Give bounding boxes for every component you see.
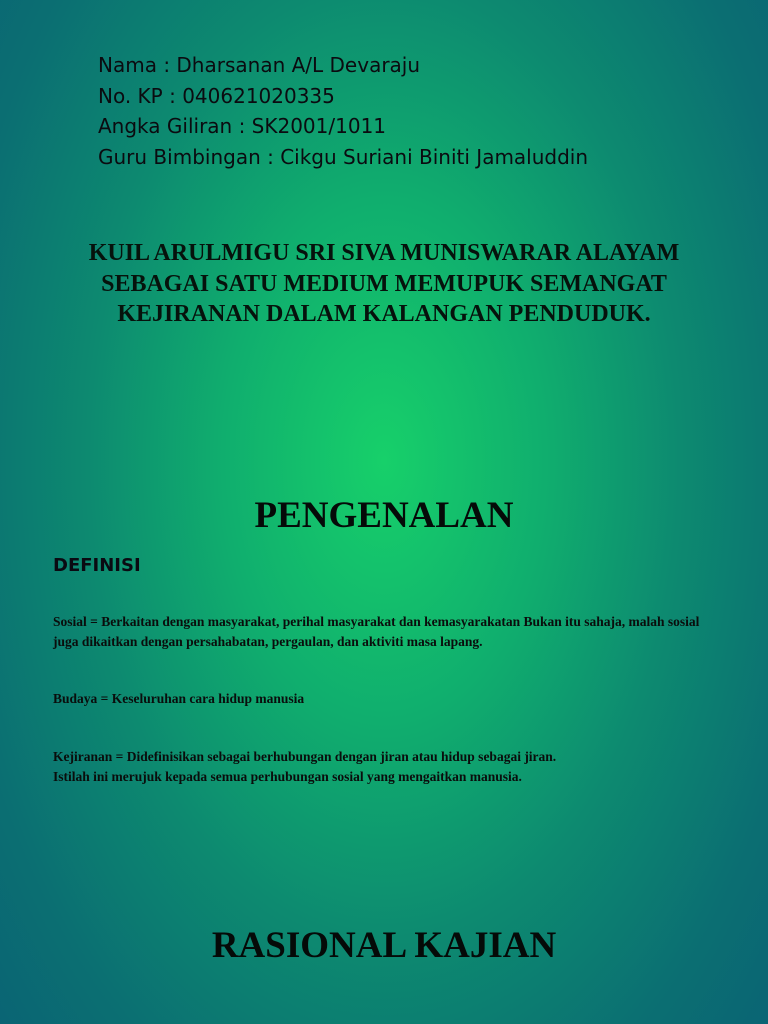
title-line-1: KUIL ARULMIGU SRI SIVA MUNISWARAR ALAYAM bbox=[88, 240, 680, 266]
definition-kejiranan bbox=[53, 747, 703, 786]
student-name: Nama : Dharsanan A/L Devaraju bbox=[98, 53, 421, 77]
definition-sosial: Sosial = Berkaitan dengan masyarakat, perihal masyarakat dan kemasyarakatan Bukan itu sahaja, malah sosial juga dikaitkan dengan persahabatan, pergaulan, dan aktiviti masa lapang. bbox=[53, 614, 700, 649]
definition-budaya: Budaya = Keseluruhan cara hidup manusia bbox=[53, 691, 305, 706]
pengenalan-heading: PENGENALAN bbox=[254, 495, 514, 536]
document-title bbox=[0, 238, 768, 330]
definition-kejiranan-line-2: Istilah ini merujuk kepada semua perhubungan sosial yang mengaitkan manusia. bbox=[53, 768, 522, 784]
definition-kejiranan-line-1: Kejiranan = Didefinisikan sebagai berhubungan dengan jiran atau hidup sebagai jiran. bbox=[53, 749, 557, 764]
student-index-number: Angka Giliran : SK2001/1011 bbox=[98, 114, 387, 138]
student-info-block bbox=[98, 50, 588, 172]
student-id-number: No. KP : 040621020335 bbox=[98, 83, 335, 108]
title-line-2: SEBAGAI SATU MEDIUM MEMUPUK SEMANGAT bbox=[101, 270, 667, 297]
teacher-name: Guru Bimbingan : Cikgu Suriani Biniti Jamaluddin bbox=[98, 144, 589, 169]
title-line-3: KEJIRANAN DALAM KALANGAN PENDUDUK. bbox=[117, 301, 651, 327]
definisi-heading: DEFINISI bbox=[53, 555, 141, 576]
rasional-kajian-heading: RASIONAL KAJIAN bbox=[211, 925, 557, 966]
